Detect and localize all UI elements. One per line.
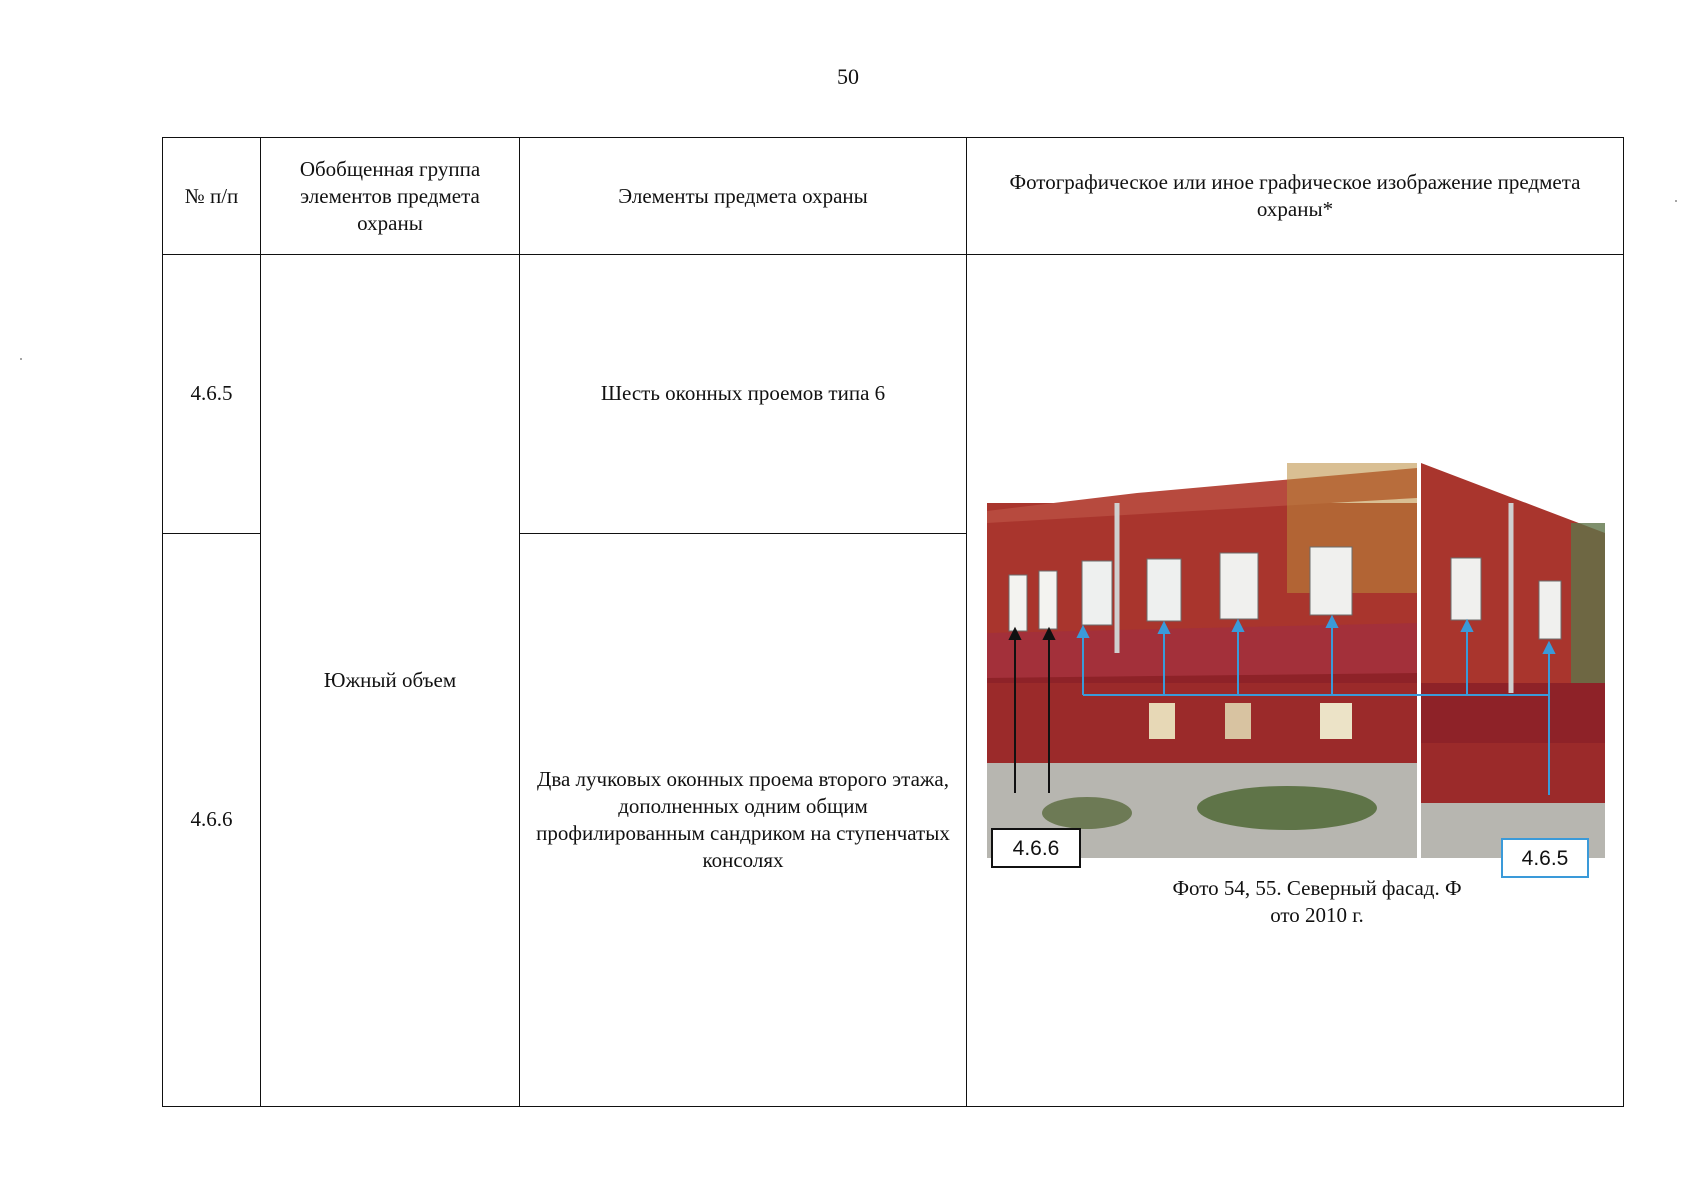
- group-cell: Южный объем: [261, 255, 520, 1107]
- row-num-466: 4.6.6: [163, 533, 261, 1106]
- photo-55: [1421, 463, 1605, 858]
- page-number: 50: [837, 64, 859, 89]
- protection-table: [162, 137, 1624, 1107]
- header-elements: Элементы предмета охраны: [520, 138, 967, 255]
- table-row-465: [163, 255, 1624, 534]
- row-element-466: Два лучковых оконных проема второго этажа, дополненных одним общим профилированным сандриком на ступенчатых консолях: [520, 533, 967, 1106]
- header-num: № п/п: [163, 138, 261, 255]
- row-element-465: Шесть оконных проемов типа 6: [520, 255, 967, 534]
- photo-caption-line2: ото 2010 г.: [1270, 903, 1364, 927]
- row-num-465: 4.6.5: [163, 255, 261, 534]
- header-image: Фотографическое или иное графическое изображение предмета охраны*: [967, 138, 1624, 255]
- facade-photo: [987, 463, 1607, 858]
- photo-caption-line1: Фото 54, 55. Северный фасад. Ф: [1172, 876, 1462, 900]
- scan-dot: [1675, 200, 1677, 202]
- photo-label-465: 4.6.5: [1501, 838, 1589, 878]
- photo-caption: [1087, 875, 1547, 929]
- photo-cell: [967, 255, 1624, 1107]
- photo-container: [967, 255, 1619, 1106]
- table-header-row: [163, 138, 1624, 255]
- photo-label-466: 4.6.6: [991, 828, 1081, 868]
- photo-54: [987, 463, 1417, 858]
- header-group: Обобщенная группа элементов предмета охраны: [261, 138, 520, 255]
- scan-dot: [20, 358, 22, 360]
